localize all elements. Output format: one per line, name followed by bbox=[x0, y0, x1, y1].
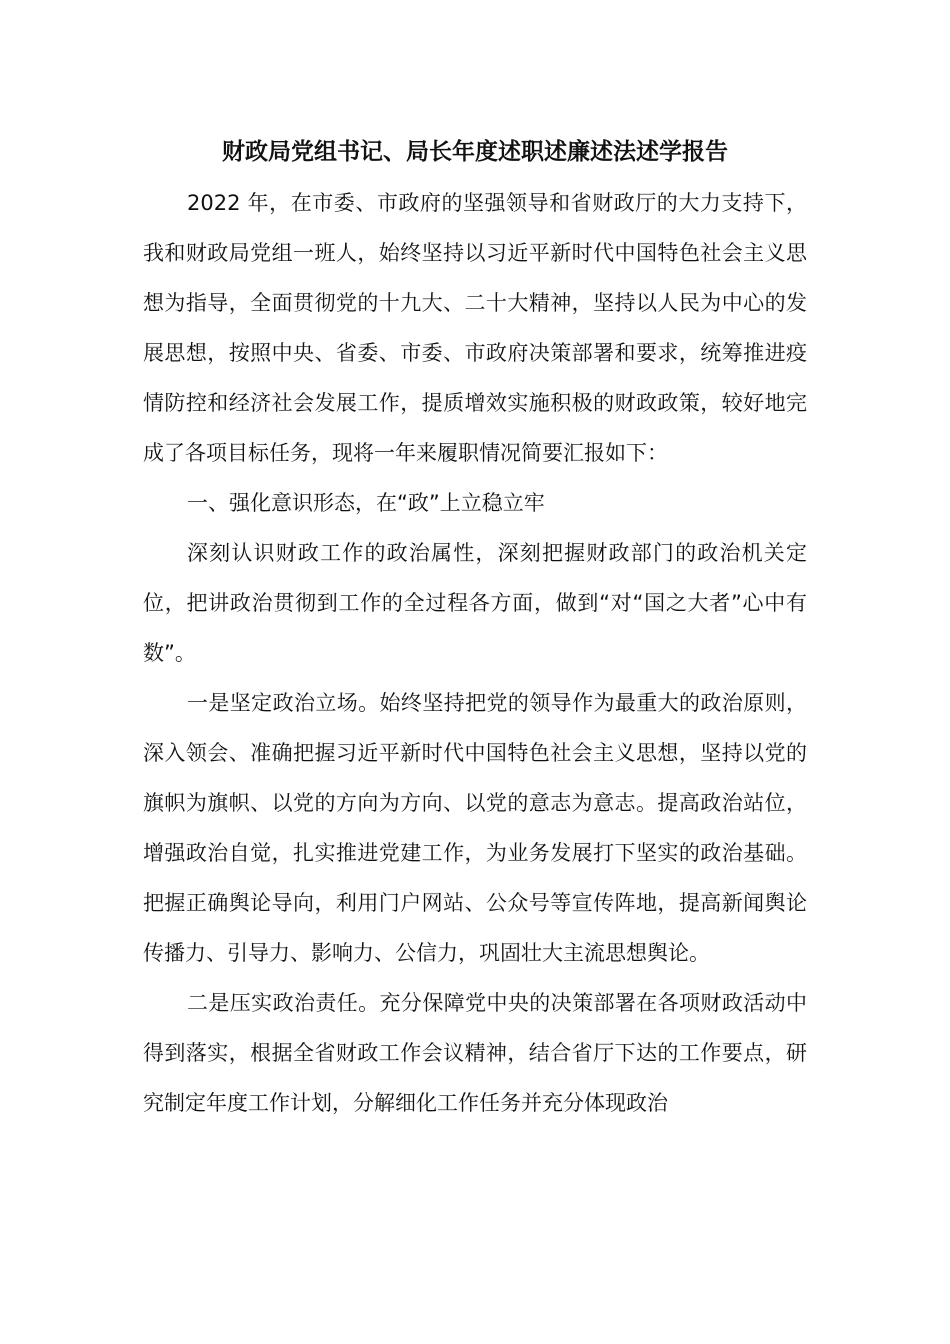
section-heading-1: 一、强化意识形态，在“政”上立稳立牢 bbox=[187, 491, 545, 515]
paragraph-intro: 2022 年，在市委、市政府的坚强领导和省财政厅的大力支持下，我和财政局党组一班人，始终坚持以习近平新时代中国特色社会主义思想为指导，全面贯彻党的十九大、二十大精神，坚持以人民为中心的发展思想，按照中央、省委、市委、市政府决策部署和要求，统筹推进疫情防控和经济社会发展工作，提质增效实施积极的财政政策，较好地完成了各项目标任务，现将一年来履职情况简要汇报如下： bbox=[143, 191, 807, 465]
document-body bbox=[143, 178, 807, 1128]
paragraph-section-1-intro: 深刻认识财政工作的政治属性，深刻把握财政部门的政治机关定位，把讲政治贯彻到工作的全过程各方面，做到“对“国之大者”心中有数”。 bbox=[143, 541, 807, 665]
paragraph-point-1: 一是坚定政治立场。始终坚持把党的领导作为最重大的政治原则，深入领会、准确把握习近平新时代中国特色社会主义思想，坚持以党的旗帜为旗帜、以党的方向为方向、以党的意志为意志。提高政治站位，增强政治自觉，扎实推进党建工作，为业务发展打下坚实的政治基础。把握正确舆论导向，利用门户网站、公众号等宣传阵地，提高新闻舆论传播力、引导力、影响力、公信力，巩固壮大主流思想舆论。 bbox=[143, 691, 807, 965]
paragraph-point-2: 二是压实政治责任。充分保障党中央的决策部署在各项财政活动中得到落实，根据全省财政工作会议精神，结合省厅下达的工作要点，研究制定年度工作计划，分解细化工作任务并充分体现政治 bbox=[143, 991, 807, 1115]
document-title: 财政局党组书记、局长年度述职述廉述法述学报告 bbox=[222, 139, 728, 165]
